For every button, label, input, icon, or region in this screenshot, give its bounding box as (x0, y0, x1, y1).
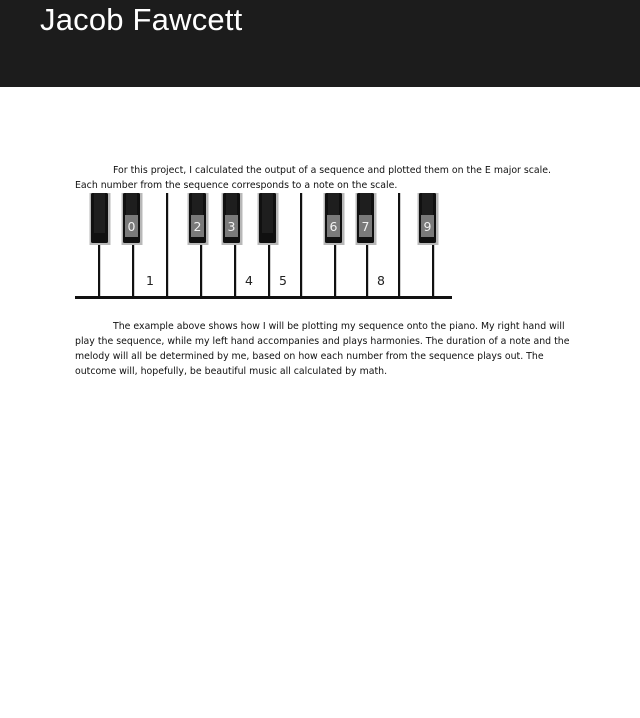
black-key-number: 7 (361, 219, 370, 234)
black-key-highlight (262, 193, 273, 233)
black-key-number: 0 (127, 219, 136, 234)
white-key-divider (398, 193, 400, 298)
black-key-highlight (94, 193, 105, 233)
black-key (418, 193, 439, 245)
white-key-number: 1 (146, 273, 154, 288)
white-key-divider (300, 193, 302, 298)
piano-keyboard-svg (75, 193, 455, 301)
explanation-paragraph-text: The example above shows how I will be plotting my sequence onto the piano. My right hand will play the sequence, while my left hand accompanies and plays harmonies. The duration of a note and the melody will all be determined by me, based on how each number from the sequence plays out. The outcome will, hopefully, be beautiful music all calculated by math. (75, 321, 570, 377)
intro-paragraph-text: For this project, I calculated the output of a sequence and plotted them on the E major scale. Each number from the sequence corresponds to a note on the scale. (75, 165, 552, 191)
black-key (222, 193, 243, 245)
page-title: Jacob Fawcett (40, 2, 243, 37)
explanation-paragraph (75, 319, 570, 379)
white-key-number: 4 (245, 273, 253, 288)
page-header (0, 0, 640, 87)
black-key-number: 2 (193, 219, 202, 234)
black-key (258, 193, 279, 245)
black-key (122, 193, 143, 245)
black-key-number: 9 (423, 219, 432, 234)
white-key-divider (166, 193, 168, 298)
white-key-number: 5 (279, 273, 287, 288)
keyboard-bottom-edge (75, 296, 452, 299)
black-key (90, 193, 111, 245)
intro-paragraph (75, 163, 575, 193)
piano-keyboard-figure (75, 193, 455, 301)
black-key (324, 193, 345, 245)
black-key-number: 3 (227, 219, 236, 234)
white-key-number: 8 (377, 273, 385, 288)
black-key (188, 193, 209, 245)
black-key-number: 6 (329, 219, 338, 234)
black-key (356, 193, 377, 245)
